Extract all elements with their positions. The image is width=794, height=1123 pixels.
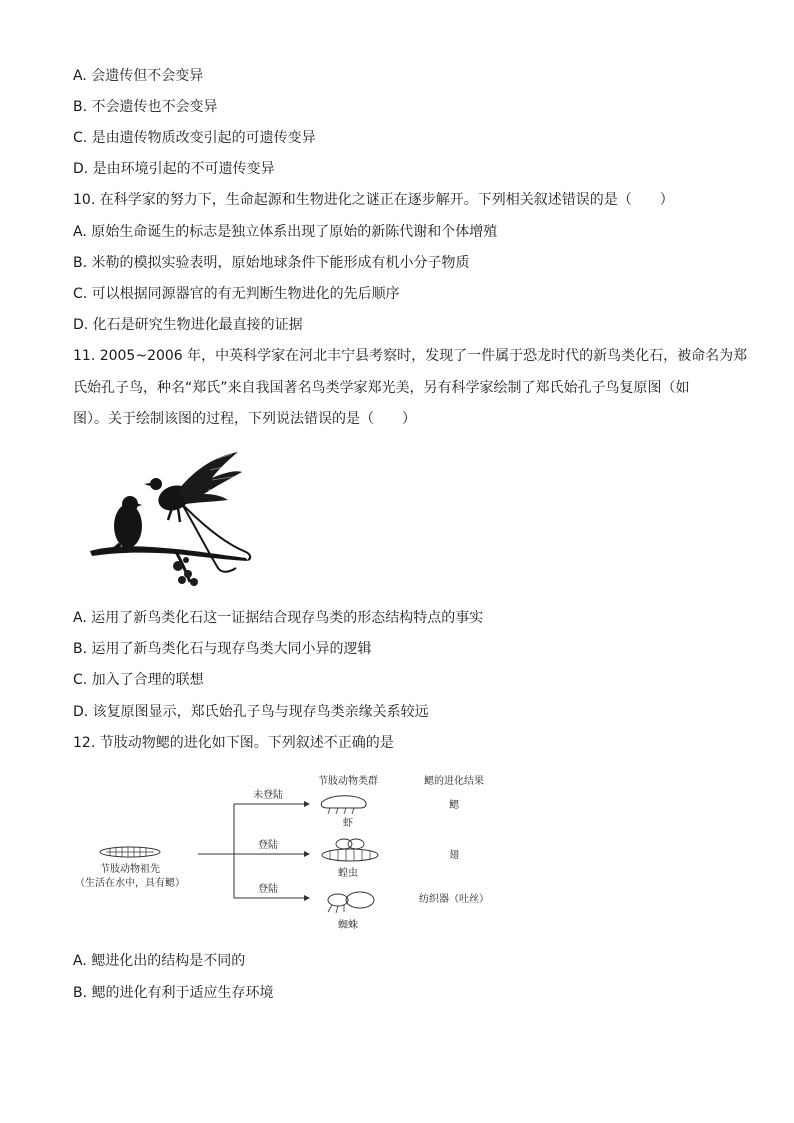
result-spinneret: 纺织器（吐丝） [419,894,489,905]
q10-option-a: A. 原始生命诞生的标志是独立体系出现了原始的新陈代谢和个体增殖 [73,224,498,240]
animal-locust: 蝗虫 [338,868,358,879]
ancestor-habitat-label: （生活在水中，具有鳃） [75,878,185,889]
gill-evolution-diagram [70,762,510,938]
q10-option-c: C. 可以根据同源器官的有无判断生物进化的先后顺序 [73,286,400,302]
leaf [184,570,192,578]
result-wing: 翅 [449,850,459,861]
q11-option-c: C. 加入了合理的联想 [73,672,204,688]
path-label-1: 未登陆 [253,790,283,801]
shrimp-icon [321,796,366,814]
leaf [183,557,189,563]
path-label-2: 登陆 [258,840,278,851]
q10-option-d: D. 化石是研究生物进化最直接的证据 [73,317,303,333]
header-result: 鳃的进化结果 [424,776,484,787]
q9-option-d: D. 是由环境引起的不可遗传变异 [73,161,275,177]
header-group: 节肢动物类群 [318,776,378,787]
q12-option-a: A. 鳃进化出的结构是不同的 [73,953,246,969]
q11-option-b: B. 运用了新鸟类化石与现存鸟类大同小异的逻辑 [73,641,372,657]
ancestor-icon [100,847,160,857]
animal-spider: 蜘蛛 [338,920,358,931]
locust-icon [322,839,378,861]
q11-stem-line-3: 图）。关于绘制该图的过程，下列说法错误的是（ ） [73,411,416,427]
leaf [178,576,186,584]
q9-option-c: C. 是由遗传物质改变引起的可遗传变异 [73,130,316,146]
bird-reconstruction-image [86,448,256,590]
q9-option-b: B. 不会遗传也不会变异 [73,99,218,115]
q11-option-a: A. 运用了新鸟类化石这一证据结合现存鸟类的形态结构特点的事实 [73,610,484,626]
q10-stem: 10. 在科学家的努力下，生命起源和生物进化之谜正在逐步解开。下列相关叙述错误的是（ ） [73,192,674,208]
q11-stem-line-2: 氏始孔子鸟，种名“郑氏”来自我国著名鸟类学家郑光美，另有科学家绘制了郑氏始孔子鸟复原图（如 [73,380,690,396]
result-gill: 鳃 [449,800,459,811]
q12-stem: 12. 节肢动物鳃的进化如下图。下列叙述不正确的是 [73,735,394,751]
path-label-3: 登陆 [258,884,278,895]
leaf [173,561,183,571]
q10-option-b: B. 米勒的模拟实验表明，原始地球条件下能形成有机小分子物质 [73,255,470,271]
animal-shrimp: 虾 [343,818,353,829]
q9-option-a: A. 会遗传但不会变异 [73,68,204,84]
q12-option-b: B. 鳃的进化有利于适应生存环境 [73,985,274,1001]
leaf [190,578,198,586]
q11-stem-line-1: 11. 2005~2006 年，中英科学家在河北丰宁县考察时，发现了一件属于恐龙时代的新鸟类化石，被命名为郑 [73,348,748,364]
spider-icon [328,892,374,913]
q11-option-d: D. 该复原图显示，郑氏始孔子鸟与现存鸟类亲缘关系较远 [73,704,429,720]
ancestor-label: 节肢动物祖先 [100,864,160,875]
